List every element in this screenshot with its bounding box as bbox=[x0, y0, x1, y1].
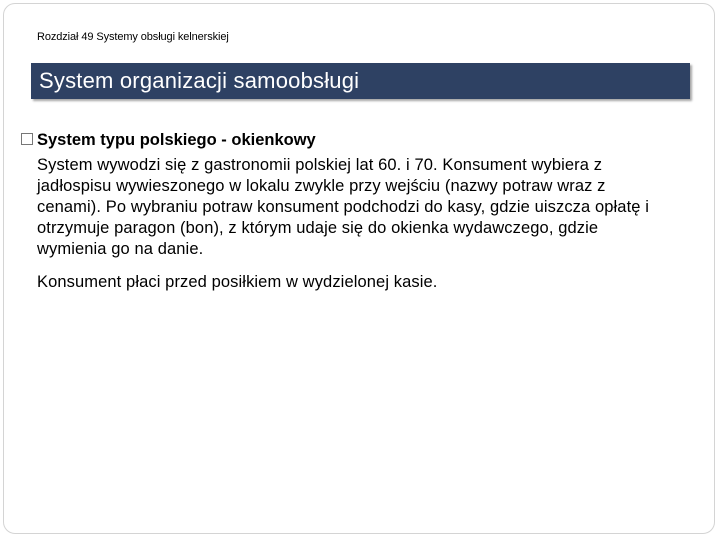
body-paragraph-description: System wywodzi się z gastronomii polskiej lat 60. i 70. Konsument wybiera z jadłospisu wywieszonego w lokalu zwykle przy wejściu (nazwy potraw wraz z cenami). Po wybraniu potraw konsument podchodzi do kasy, gdzie uiszcza opłatę i otrzymuje paragon (bon), z którym udaje się do okienka wydawczego, gdzie wymienia go na danie. bbox=[37, 156, 649, 258]
slide-title: System organizacji samoobsługi bbox=[39, 68, 360, 93]
bullet-heading: System typu polskiego - okienkowy bbox=[37, 131, 316, 149]
square-bullet-icon bbox=[21, 133, 33, 145]
title-bar bbox=[31, 63, 690, 99]
body-paragraph-payment: Konsument płaci przed posiłkiem w wydzielonej kasie. bbox=[37, 273, 438, 291]
chapter-header: Rozdział 49 Systemy obsługi kelnerskiej bbox=[37, 31, 229, 43]
